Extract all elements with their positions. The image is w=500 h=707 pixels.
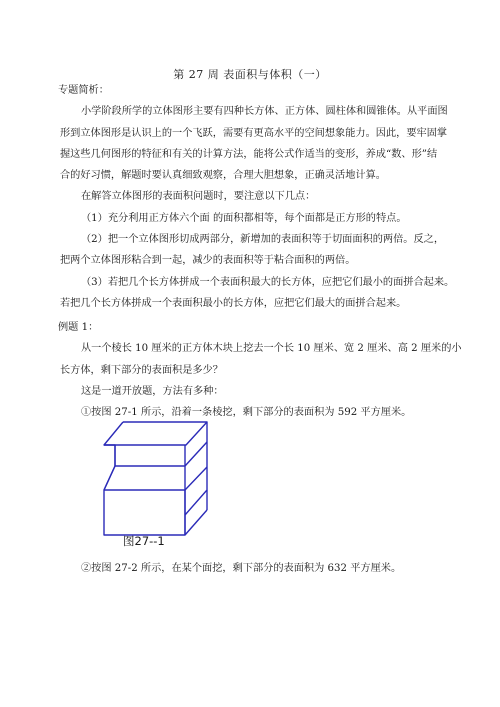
example-line: 从一个棱长 10 厘米的正方体木块上挖去一个长 10 厘米、宽 2 厘米、高 2 厘米的小 (81, 343, 462, 355)
figure-27-1-drawing (100, 420, 230, 550)
intro-line: 握这些几何图形的特征和有关的计算方法，能将公式作适当的变形，养成“数、形”结 (60, 148, 438, 160)
figure-caption: 图27--1 (123, 534, 165, 548)
example-line: 长方体，剩下部分的表面积是多少？ (60, 364, 223, 376)
intro-line: 合的好习惯，解题时要认真细致观察，合理大胆想象，正确灵活地计算。 (60, 170, 386, 182)
open-question-text: 这是一道开放题，方法有多种： (81, 385, 224, 397)
figure-edge (185, 467, 207, 490)
method-1-text: ①按图 27-1 所示，沿着一条棱挖，剩下部分的表面积为 592 平方厘米。 (81, 407, 412, 419)
note-3-line: （3）若把几个长方体拼成一个表面积最大的长方体，应把它们最小的面拼合起来。 (81, 276, 455, 288)
figure-edge (104, 466, 115, 490)
figure-edge (185, 510, 207, 535)
notes-lead: 在解答立体图形的表面积问题时，要注意以下几点： (81, 191, 316, 203)
figure-front-face (104, 490, 185, 535)
intro-line: 小学阶段所学的立体图形主要有四种长方体、正方体、圆柱体和圆锥体。从平面图 (81, 106, 448, 118)
example-label: 例题 1： (58, 322, 99, 333)
section-label: 专题简析： (58, 85, 109, 96)
note-1: （1）充分利用正方体六个面 的面积都相等，每个面都是正方形的特点。 (81, 212, 407, 224)
method-2-text: ②按图 27-2 所示，在某个面挖，剩下部分的表面积为 632 平方厘米。 (81, 563, 402, 574)
intro-line: 形到立体图形是认识上的一个飞跃，需要有更高水平的空间想象能力。因此，要牢固掌 (60, 127, 448, 139)
method-2-section (60, 558, 448, 579)
figure-edge (104, 422, 123, 490)
figure-edge (185, 442, 207, 466)
section-intro (58, 80, 455, 314)
example-section (58, 317, 462, 423)
page-title: 第 27 周 表面积与体积（一） (173, 68, 327, 81)
note-2-line: （2）把一个立体图形切成两部分，新增加的表面积等于切面面积的两倍。反之， (81, 234, 445, 246)
note-3-line: 若把几个长方体拼成一个表面积最小的长方体，应把它们最大的面拼合起来。 (60, 297, 407, 309)
note-2-line: 把两个立体图形粘合到一起，减少的表面积等于粘合面积的两倍。 (60, 255, 356, 267)
